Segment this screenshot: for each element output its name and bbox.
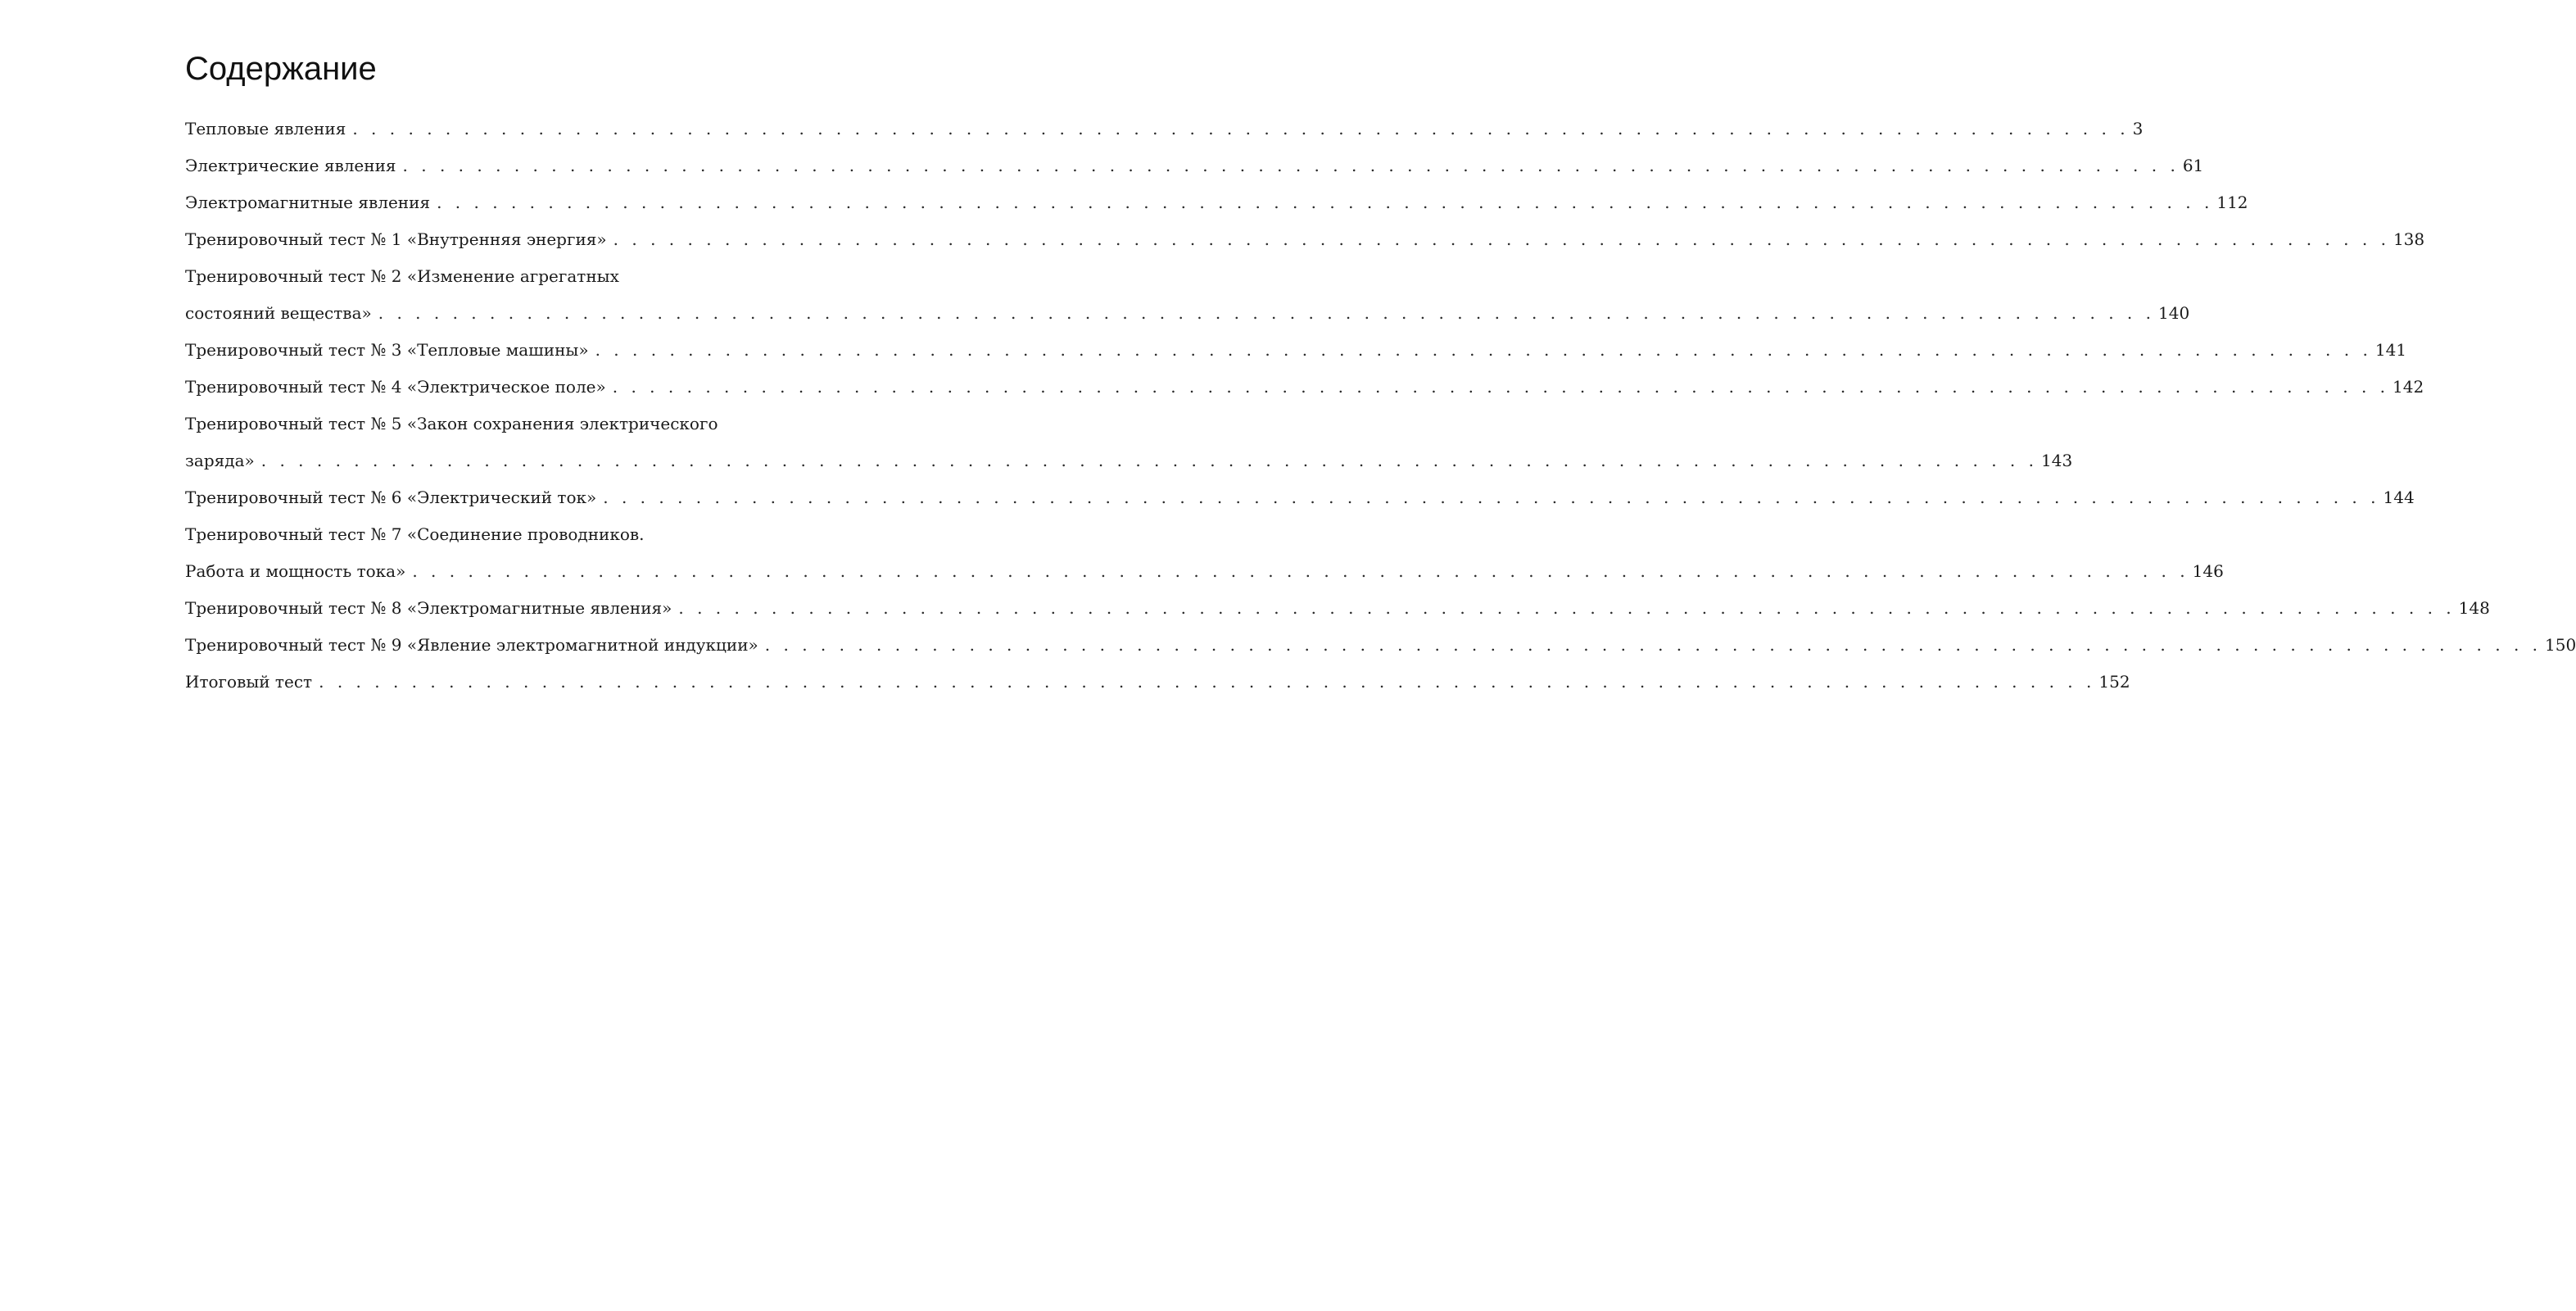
toc-entry-title: Тренировочный тест № 1 «Внутренняя энергия» bbox=[185, 229, 607, 249]
toc-list bbox=[185, 111, 2576, 701]
toc-entry[interactable] bbox=[185, 442, 2073, 479]
toc-page-number: 61 bbox=[2182, 156, 2204, 175]
toc-page-number: 140 bbox=[2158, 303, 2190, 323]
toc-page-number: 148 bbox=[2458, 598, 2490, 618]
toc-entry[interactable] bbox=[185, 369, 2424, 406]
toc-page-number: 152 bbox=[2098, 672, 2130, 692]
toc-entry-title: Электрические явления bbox=[185, 156, 396, 175]
toc-page-number: 112 bbox=[2216, 193, 2248, 212]
toc-entry[interactable] bbox=[185, 516, 912, 553]
dot-leader: . . . . . . . . . . . . . . . . . . . . . . . . . . . . . . . . . . . . . . . . . . . . . . . . . . . . . . . . . . . . . . . . . . . . . . . . . . . . . . . . . . . . . . . . . . . . . . . . bbox=[260, 451, 2039, 470]
toc-entry[interactable] bbox=[185, 627, 2576, 664]
toc-entry[interactable] bbox=[185, 553, 2224, 590]
toc-entry[interactable] bbox=[185, 221, 2425, 258]
page-title: Содержание bbox=[185, 51, 377, 87]
toc-entry-title: Электромагнитные явления bbox=[185, 193, 431, 212]
toc-entry-title: Тренировочный тест № 7 «Соединение проводников. bbox=[185, 524, 645, 544]
toc-entry-title: Тренировочный тест № 4 «Электрическое поле» bbox=[185, 377, 606, 397]
toc-entry-title: Тепловые явления bbox=[185, 119, 346, 138]
toc-entry-title: Тренировочный тест № 2 «Изменение агрегатных bbox=[185, 266, 619, 286]
dot-leader: . . . . . . . . . . . . . . . . . . . . . . . . . . . . . . . . . . . . . . . . . . . . . . . . . . . . . . . . . . . . . . . . . . . . . . . . . . . . . . . . . . . . . . . . . . . . . . . . bbox=[378, 303, 2156, 323]
toc-entry-title: Тренировочный тест № 6 «Электрический ток» bbox=[185, 488, 597, 507]
dot-leader: . . . . . . . . . . . . . . . . . . . . . . . . . . . . . . . . . . . . . . . . . . . . . . . . . . . . . . . . . . . . . . . . . . . . . . . . . . . . . . . . . . . . . . . . . . . . . . . . bbox=[603, 488, 2380, 507]
toc-page-number: 141 bbox=[2375, 340, 2407, 360]
dot-leader: . . . . . . . . . . . . . . . . . . . . . . . . . . . . . . . . . . . . . . . . . . . . . . . . . . . . . . . . . . . . . . . . . . . . . . . . . . . . . . . . . . . . . . . . . . . . . . . . bbox=[764, 635, 2542, 655]
toc-entry-title: Работа и мощность тока» bbox=[185, 561, 406, 581]
dot-leader: . . . . . . . . . . . . . . . . . . . . . . . . . . . . . . . . . . . . . . . . . . . . . . . . . . . . . . . . . . . . . . . . . . . . . . . . . . . . . . . . . . . . . . . . . . . . . . . . bbox=[319, 672, 2096, 692]
toc-entry[interactable] bbox=[185, 111, 2144, 147]
toc-page-number: 144 bbox=[2383, 488, 2415, 507]
dot-leader: . . . . . . . . . . . . . . . . . . . . . . . . . . . . . . . . . . . . . . . . . . . . . . . . . . . . . . . . . . . . . . . . . . . . . . . . . . . . . . . . . . . . . . . . . . . . . . . . bbox=[437, 193, 2214, 212]
toc-page-number: 143 bbox=[2041, 451, 2073, 470]
toc-entry[interactable] bbox=[185, 664, 2130, 701]
toc-page-number: 146 bbox=[2192, 561, 2224, 581]
dot-leader: . . . . . . . . . . . . . . . . . . . . . . . . . . . . . . . . . . . . . . . . . . . . . . . . . . . . . . . . . . . . . . . . . . . . . . . . . . . . . . . . . . . . . . . . . . . . . . . . bbox=[613, 229, 2390, 249]
dot-leader: . . . . . . . . . . . . . . . . . . . . . . . . . . . . . . . . . . . . . . . . . . . . . . . . . . . . . . . . . . . . . . . . . . . . . . . . . . . . . . . . . . . . . . . . . . . . . . . . bbox=[402, 156, 2180, 175]
toc-entry-title: Тренировочный тест № 8 «Электромагнитные явления» bbox=[185, 598, 672, 618]
dot-leader: . . . . . . . . . . . . . . . . . . . . . . . . . . . . . . . . . . . . . . . . . . . . . . . . . . . . . . . . . . . . . . . . . . . . . . . . . . . . . . . . . . . . . . . . . . . . . . . . bbox=[412, 561, 2189, 581]
toc-entry-title: состояний вещества» bbox=[185, 303, 372, 323]
toc-page-number: 3 bbox=[2132, 119, 2144, 138]
toc-entry[interactable] bbox=[185, 147, 2204, 184]
toc-entry[interactable] bbox=[185, 295, 2190, 332]
toc-page-number: 142 bbox=[2393, 377, 2424, 397]
toc-entry[interactable] bbox=[185, 406, 912, 442]
dot-leader: . . . . . . . . . . . . . . . . . . . . . . . . . . . . . . . . . . . . . . . . . . . . . . . . . . . . . . . . . . . . . . . . . . . . . . . . . . . . . . . . . . . . . . . . . . . . . . . . bbox=[612, 377, 2390, 397]
toc-entry-title: Тренировочный тест № 9 «Явление электромагнитной индукции» bbox=[185, 635, 758, 655]
toc-entry-title: Итоговый тест bbox=[185, 672, 313, 692]
toc-page-number: 150 bbox=[2545, 635, 2576, 655]
toc-entry-title: Тренировочный тест № 3 «Тепловые машины» bbox=[185, 340, 589, 360]
toc-entry[interactable] bbox=[185, 258, 912, 295]
dot-leader: . . . . . . . . . . . . . . . . . . . . . . . . . . . . . . . . . . . . . . . . . . . . . . . . . . . . . . . . . . . . . . . . . . . . . . . . . . . . . . . . . . . . . . . . . . . . . . . . bbox=[595, 340, 2372, 360]
toc-entry-title: заряда» bbox=[185, 451, 255, 470]
toc-page-number: 138 bbox=[2393, 229, 2425, 249]
toc-entry-title: Тренировочный тест № 5 «Закон сохранения электрического bbox=[185, 414, 718, 433]
dot-leader: . . . . . . . . . . . . . . . . . . . . . . . . . . . . . . . . . . . . . . . . . . . . . . . . . . . . . . . . . . . . . . . . . . . . . . . . . . . . . . . . . . . . . . . . . . . . . . . . bbox=[352, 119, 2130, 138]
toc-entry[interactable] bbox=[185, 479, 2415, 516]
toc-entry[interactable] bbox=[185, 332, 2407, 369]
dot-leader: . . . . . . . . . . . . . . . . . . . . . . . . . . . . . . . . . . . . . . . . . . . . . . . . . . . . . . . . . . . . . . . . . . . . . . . . . . . . . . . . . . . . . . . . . . . . . . . . bbox=[678, 598, 2456, 618]
toc-entry[interactable] bbox=[185, 184, 2248, 221]
toc-entry[interactable] bbox=[185, 590, 2490, 627]
